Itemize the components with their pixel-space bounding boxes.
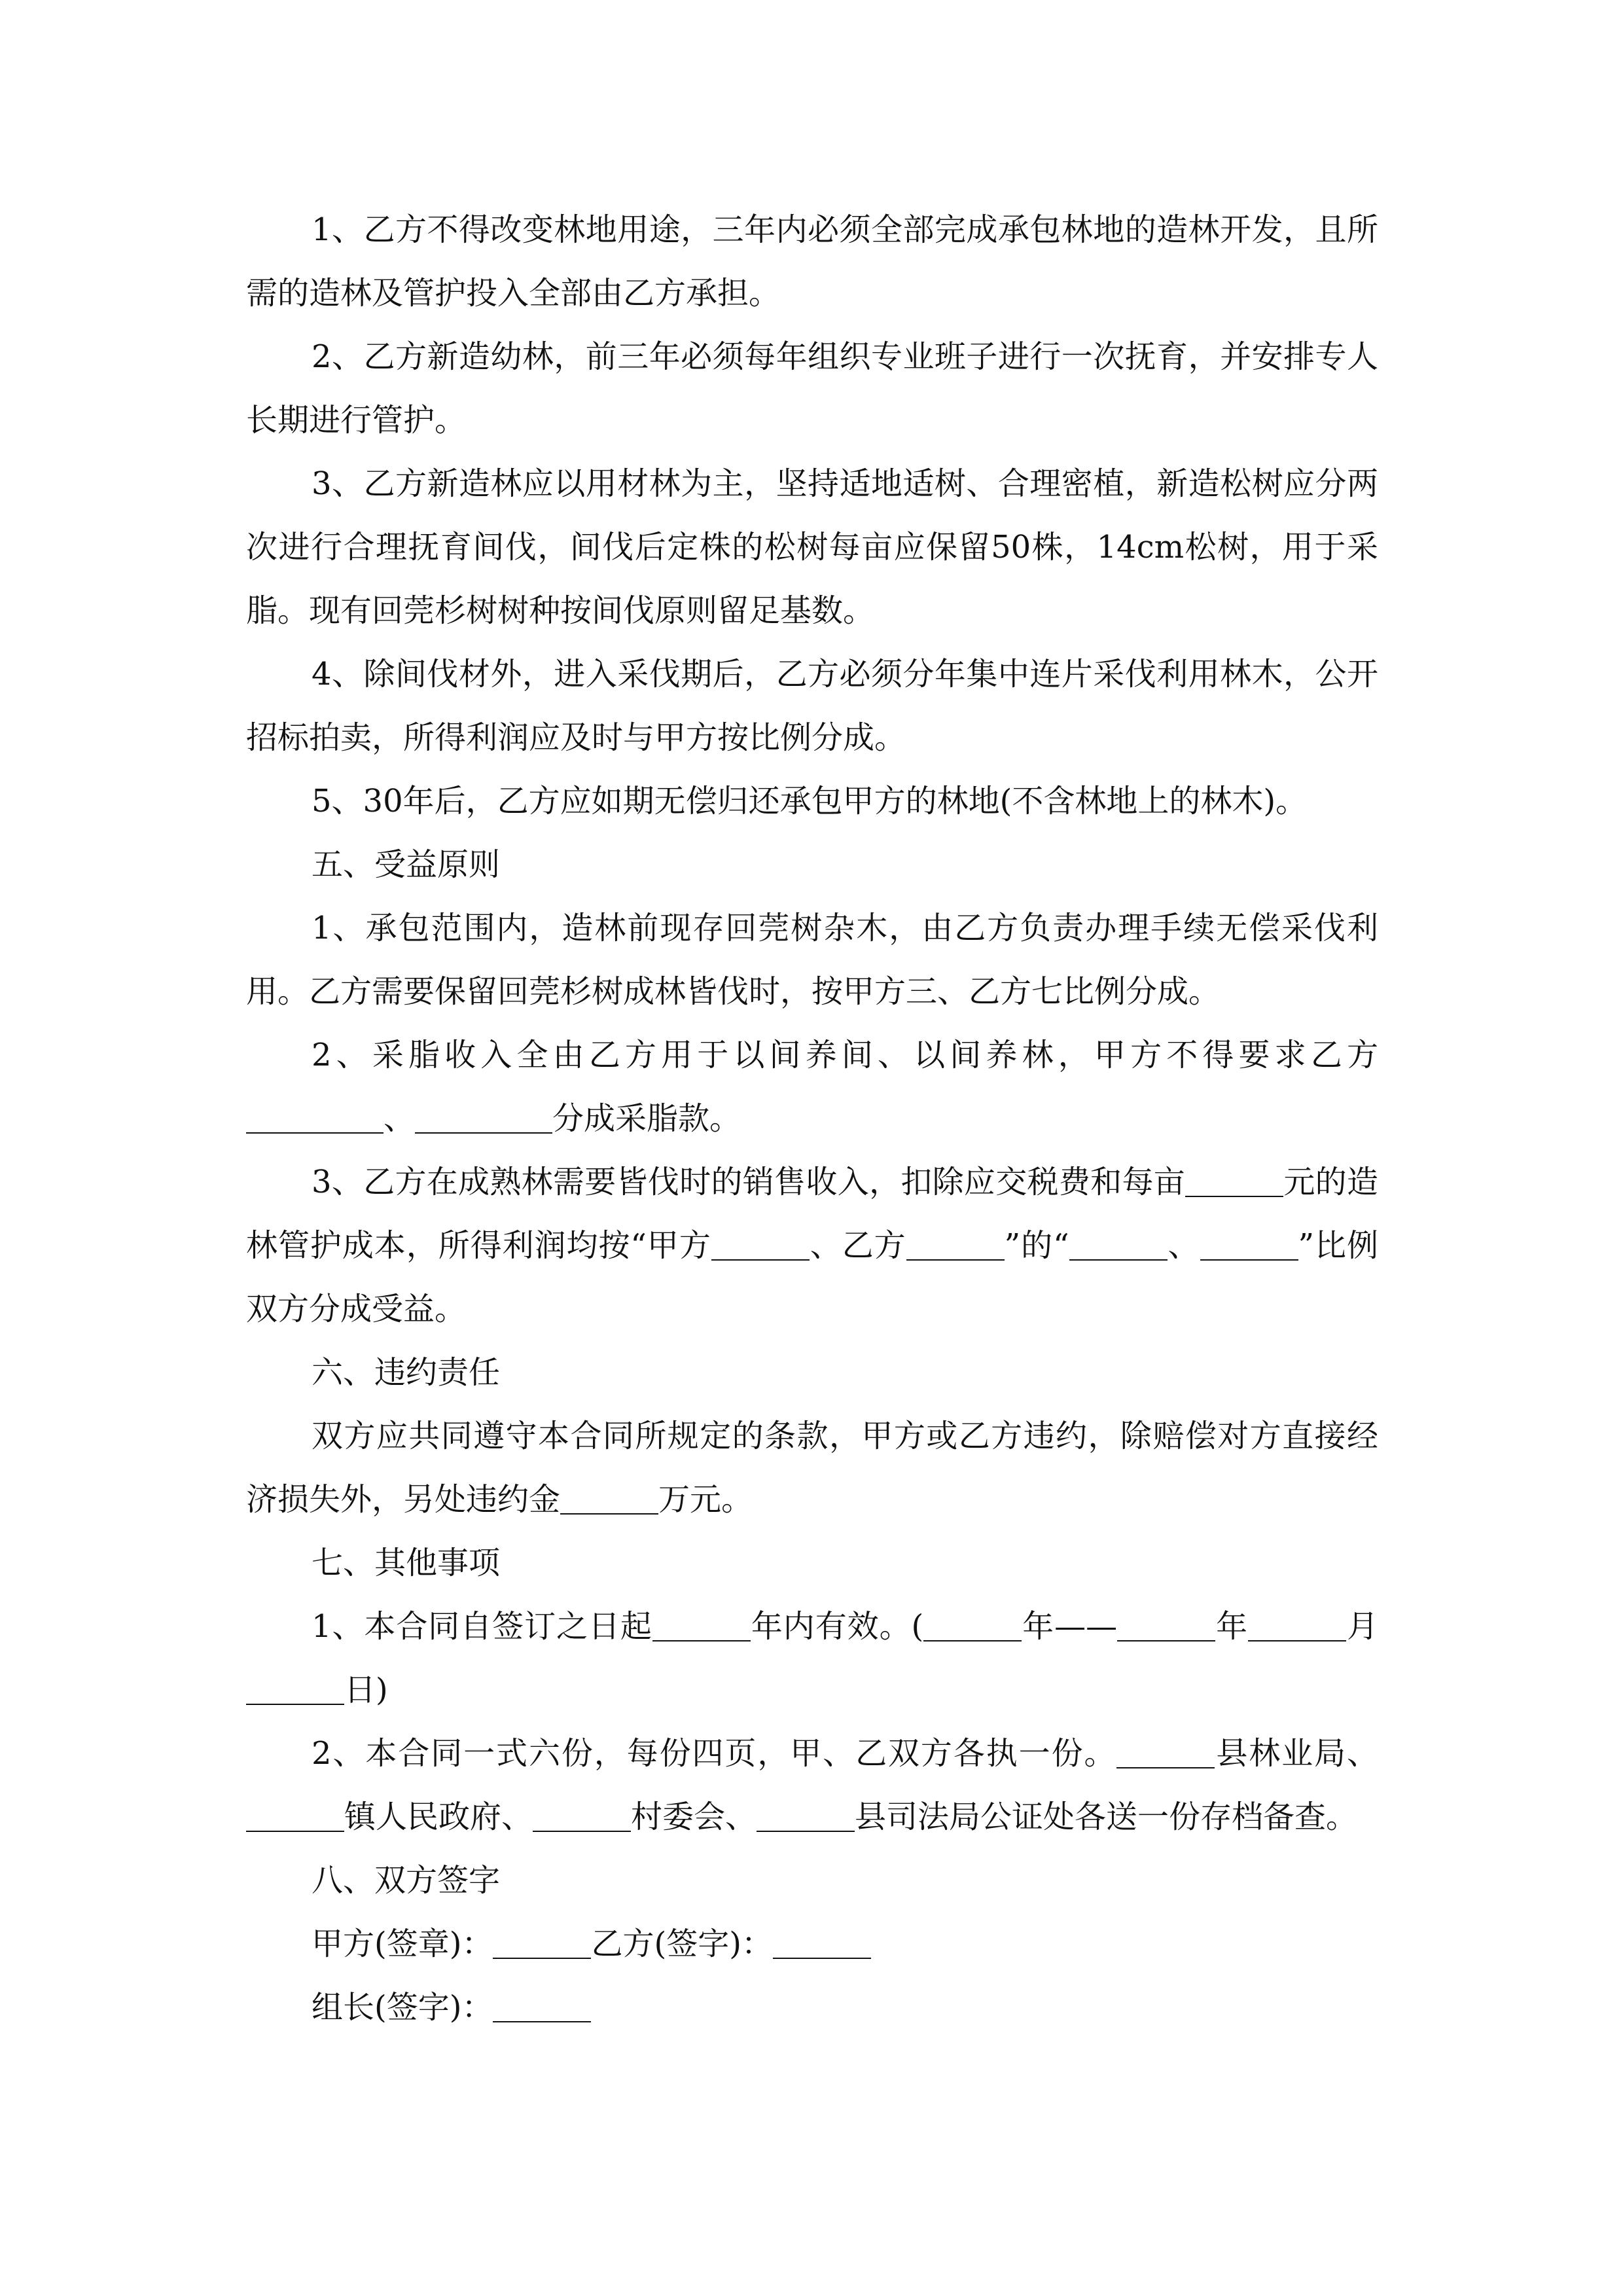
party-a-label: 甲方(签章)： (312, 1926, 493, 1962)
blank-field[interactable] (1069, 1228, 1168, 1261)
section-6-item (246, 1405, 1378, 1532)
blank-field[interactable] (757, 1799, 855, 1832)
blank-field[interactable] (246, 1101, 383, 1134)
party-b-signature-field[interactable] (773, 1926, 871, 1959)
section-5-item-3-text-d: ”的“ (1004, 1227, 1069, 1264)
blank-field[interactable] (533, 1799, 631, 1832)
section-5-item-3-text-e: 、 (1167, 1227, 1200, 1264)
section-5-heading: 五、受益原则 (312, 846, 501, 883)
section-6-item-text: 双方应共同遵守本合同所规定的条款，甲方或乙方违约，除赔偿对方直接经济损失外，另处违约金 (246, 1418, 1378, 1518)
leader-label: 组长(签字)： (312, 1989, 493, 2026)
section-5-item-2-end: 分成采脂款。 (552, 1100, 741, 1137)
section-7-item-2-text-e: 县司法局公证处各送一份存档备查。 (855, 1799, 1358, 1835)
blank-field[interactable] (1248, 1609, 1346, 1641)
section-7-item-2-text-d: 村委会、 (631, 1799, 757, 1835)
signature-row-leader (312, 1976, 591, 2039)
section-6-heading: 六、违约责任 (312, 1354, 501, 1391)
clause-4: 4、除间伐材外，进入采伐期后，乙方必须分年集中连片采伐利用林木，公开招标拍卖，所得利润应及时与甲方按比例分成。 (246, 656, 1378, 756)
section-7-heading: 七、其他事项 (312, 1545, 501, 1581)
blank-field[interactable] (1116, 1736, 1215, 1768)
leader-signature-field[interactable] (493, 1990, 591, 2022)
blank-field[interactable] (652, 1609, 751, 1641)
section-6-item-end: 万元。 (658, 1481, 753, 1518)
section-7-item-1-text-c: 年—— (1022, 1608, 1118, 1645)
section-8-heading: 八、双方签字 (312, 1862, 501, 1899)
blank-field[interactable] (1117, 1609, 1215, 1641)
section-7-item-1-text-d: 年 (1215, 1608, 1249, 1645)
blank-field[interactable] (560, 1482, 658, 1515)
section-7-item-1-text-f: 日) (344, 1672, 388, 1708)
section-7-item-1-text-b: 年内有效。( (750, 1608, 924, 1645)
blank-field[interactable] (1200, 1228, 1298, 1261)
clause-5: 5、30年后，乙方应如期无偿归还承包甲方的林地(不含林地上的林木)。 (312, 783, 1308, 819)
section-7-item-2-text-b: 县林业局、 (1215, 1735, 1378, 1772)
section-7-item-2-text-c: 镇人民政府、 (344, 1799, 533, 1835)
blank-field[interactable] (906, 1228, 1005, 1261)
blank-field[interactable] (246, 1672, 344, 1705)
signature-row-parties (312, 1912, 871, 1976)
section-5-item-3-text-f: ”比例双方分成受益。 (246, 1227, 1378, 1327)
section-5-item-3-text-c: 、乙方 (809, 1227, 906, 1264)
clause-2: 2、乙方新造幼林，前三年必须每年组织专业班子进行一次抚育，并安排专人长期进行管护。 (246, 338, 1378, 439)
section-5-item-3 (246, 1151, 1378, 1341)
separator: 、 (383, 1100, 416, 1137)
party-a-signature-field[interactable] (493, 1926, 591, 1959)
blank-field[interactable] (711, 1228, 810, 1261)
blank-field[interactable] (923, 1609, 1022, 1641)
blank-field[interactable] (1185, 1164, 1283, 1197)
section-5-item-2-text: 2、采脂收入全由乙方用于以间养间、以间养林，甲方不得要求乙方 (312, 1037, 1378, 1073)
clause-1: 1、乙方不得改变林地用途，三年内必须全部完成承包林地的造林开发，且所需的造林及管护投入全部由乙方承担。 (246, 211, 1378, 312)
section-5-item-1: 1、承包范围内，造林前现存回莞树杂木，由乙方负责办理手续无偿采伐利用。乙方需要保留回莞杉树成林皆伐时，按甲方三、乙方七比例分成。 (246, 910, 1378, 1010)
party-b-label: 乙方(签字)： (591, 1926, 773, 1962)
section-7-item-2 (246, 1722, 1378, 1849)
section-7-item-1-text: 1、本合同自签订之日起 (312, 1608, 652, 1645)
section-5-item-3-text-b: 元的造林管护成本，所得利润均按“甲方 (246, 1164, 1378, 1264)
clause-3: 3、乙方新造林应以用材林为主，坚持适地适树、合理密植，新造松树应分两次进行合理抚育间伐，间伐后定株的松树每亩应保留50株，14cm松树，用于采脂。现有回莞杉树树种按间伐原则留足基数。 (246, 465, 1378, 629)
section-5-item-2 (246, 1024, 1378, 1151)
section-7-item-1 (246, 1595, 1378, 1722)
blank-field[interactable] (415, 1101, 552, 1134)
section-7-item-2-text: 2、本合同一式六份，每份四页，甲、乙双方各执一份。 (312, 1735, 1117, 1772)
section-5-item-3-text: 3、乙方在成熟林需要皆伐时的销售收入，扣除应交税费和每亩 (312, 1164, 1186, 1200)
blank-field[interactable] (246, 1799, 344, 1832)
section-7-item-1-text-e: 月 (1346, 1608, 1378, 1645)
